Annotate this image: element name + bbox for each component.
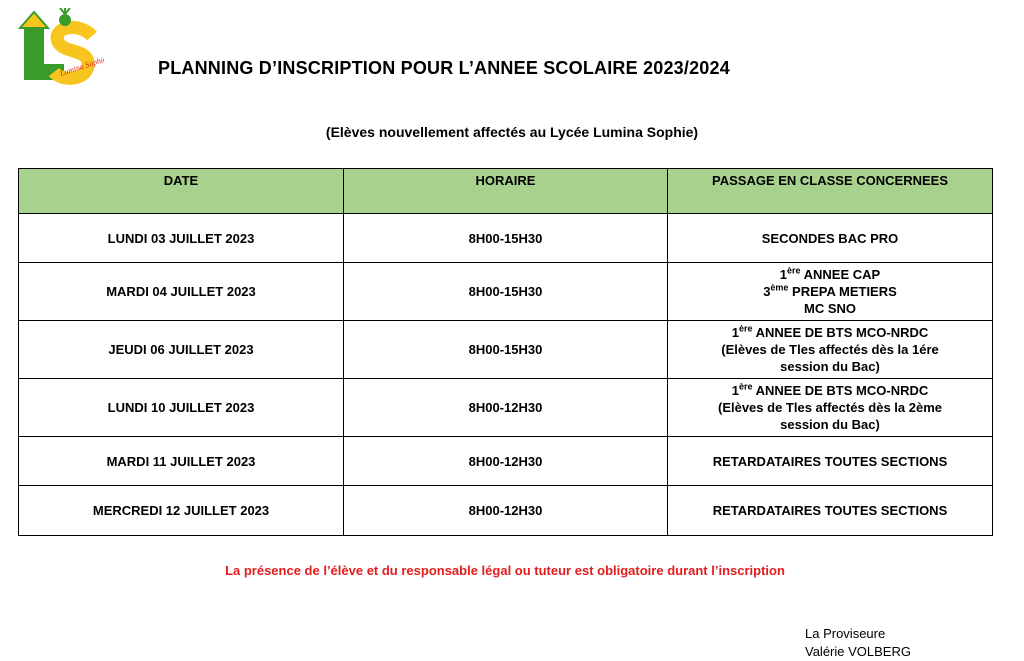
page-title: PLANNING D’INSCRIPTION POUR L’ANNEE SCOLAIRE 2023/2024 [158, 58, 730, 78]
passage-line [668, 283, 992, 300]
cell-passage [668, 321, 993, 379]
passage-line [668, 266, 992, 283]
cell-date: MARDI 11 JUILLET 2023 [19, 437, 344, 486]
passage-line [668, 358, 992, 375]
passage-line [668, 300, 992, 317]
attendance-notice: La présence de l’élève et du responsable légal ou tuteur est obligatoire durant l’inscription [225, 563, 785, 578]
cell-passage [668, 486, 993, 536]
passage-text: RETARDATAIRES TOUTES SECTIONS [712, 453, 948, 469]
passage-text: ANNEE DE BTS MCO-NRDC [752, 325, 929, 340]
table-header-row [19, 169, 993, 214]
passage-text: session du Bac) [780, 417, 880, 432]
cell-date: LUNDI 10 JUILLET 2023 [19, 379, 344, 437]
passage-ordinal-suffix: ère [738, 381, 753, 392]
signature-name: Valérie VOLBERG [805, 644, 911, 659]
cell-date: MARDI 04 JUILLET 2023 [19, 263, 344, 321]
header-passage: PASSAGE EN CLASSE CONCERNEES [668, 169, 993, 214]
table-row [19, 486, 993, 536]
passage-line [668, 502, 992, 519]
passage-text: PREPA METIERS [788, 284, 897, 299]
table-row [19, 214, 993, 263]
passage-text: SECONDES BAC PRO [761, 230, 899, 246]
cell-date: MERCREDI 12 JUILLET 2023 [19, 486, 344, 536]
passage-ordinal-suffix: ème [770, 282, 789, 293]
passage-ordinal: 1 [779, 267, 787, 282]
passage-line [668, 341, 992, 358]
logo-text: Lumina Sophie [58, 54, 104, 78]
passage-line [668, 453, 992, 470]
passage-ordinal: 1 [731, 325, 739, 340]
table-row [19, 263, 993, 321]
cell-horaire: 8H00-12H30 [344, 486, 668, 536]
signature-role: La Proviseure [805, 626, 886, 641]
schedule-table [18, 168, 993, 536]
table-row [19, 321, 993, 379]
passage-text: ANNEE CAP [800, 267, 881, 282]
school-logo [18, 8, 104, 86]
cell-passage [668, 379, 993, 437]
passage-line [668, 382, 992, 399]
cell-passage [668, 214, 993, 263]
passage-line [668, 324, 992, 341]
cell-passage [668, 263, 993, 321]
passage-line [668, 399, 992, 416]
cell-date: JEUDI 06 JUILLET 2023 [19, 321, 344, 379]
passage-ordinal: 3 [763, 284, 771, 299]
cell-horaire: 8H00-12H30 [344, 379, 668, 437]
passage-text: (Elèves de Tles affectés dès la 2ème [717, 400, 942, 415]
table-row [19, 379, 993, 437]
cell-horaire: 8H00-12H30 [344, 437, 668, 486]
passage-text: (Elèves de Tles affectés dès la 1ére [721, 342, 939, 357]
signature-block [805, 625, 911, 661]
passage-ordinal-suffix: ère [787, 265, 801, 276]
passage-ordinal-suffix: ère [738, 323, 753, 334]
passage-text: session du Bac) [780, 359, 880, 374]
header-date: DATE [19, 169, 344, 214]
cell-passage [668, 437, 993, 486]
cell-date: LUNDI 03 JUILLET 2023 [19, 214, 344, 263]
passage-text: RETARDATAIRES TOUTES SECTIONS [712, 503, 948, 518]
table-row [19, 437, 993, 486]
cell-horaire: 8H00-15H30 [344, 214, 668, 263]
cell-horaire: 8H00-15H30 [344, 321, 668, 379]
cell-horaire: 8H00-15H30 [344, 263, 668, 321]
passage-text: MC SNO [804, 301, 856, 316]
passage-line [668, 230, 992, 247]
passage-ordinal: 1 [731, 383, 739, 398]
page-subtitle: (Elèves nouvellement affectés au Lycée Lumina Sophie) [325, 124, 699, 140]
header-horaire: HORAIRE [344, 169, 668, 214]
passage-text: ANNEE DE BTS MCO-NRDC [752, 383, 929, 398]
passage-line [668, 416, 992, 433]
